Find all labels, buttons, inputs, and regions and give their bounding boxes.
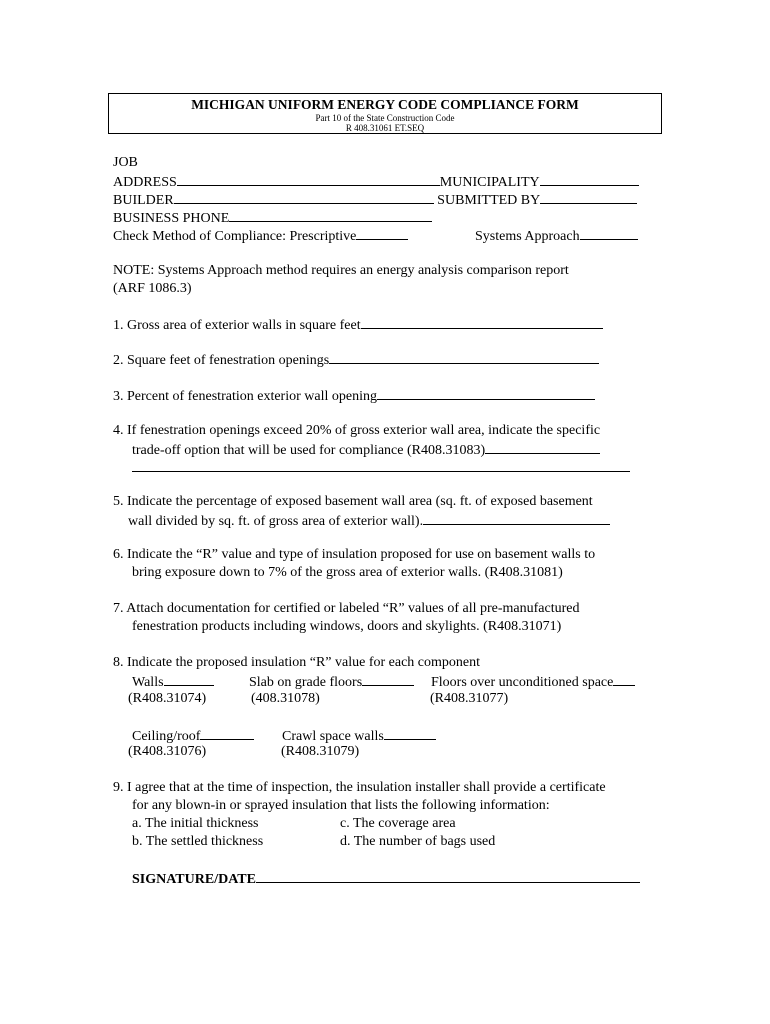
- item-2: [113, 350, 599, 370]
- floors-r-value-field[interactable]: [613, 672, 635, 686]
- floors-reference: (R408.31077): [430, 691, 509, 706]
- address-row: [113, 172, 639, 192]
- item-5-line-2: [128, 511, 610, 531]
- submitted-by-field[interactable]: [540, 190, 637, 204]
- crawl-space-label: Crawl space walls: [282, 729, 384, 744]
- form-subtitle-rule: R 408.31061 ET.SEQ: [345, 123, 425, 133]
- item-3-label: 3. Percent of fenestration exterior wall opening: [113, 389, 377, 404]
- item-2-label: 2. Square feet of fenestration openings: [113, 353, 330, 368]
- item-6-line-1: 6. Indicate the “R” value and type of insulation proposed for use on basement walls to: [113, 547, 596, 562]
- form-title: MICHIGAN UNIFORM ENERGY CODE COMPLIANCE FORM: [191, 97, 579, 112]
- crawl-space-reference: (R408.31079): [281, 744, 360, 759]
- slab-r-value-field[interactable]: [362, 672, 414, 686]
- gross-wall-area-field[interactable]: [361, 315, 603, 329]
- municipality-label: MUNICIPALITY: [439, 175, 540, 190]
- item-4-label: trade-off option that will be used for compliance (R408.31083): [132, 443, 486, 458]
- note-line-2: (ARF 1086.3): [113, 281, 192, 296]
- item-9-line-2: for any blown-in or sprayed insulation that lists the following information:: [132, 798, 550, 813]
- item-1-label: 1. Gross area of exterior walls in square feet: [113, 318, 361, 333]
- signature-date-field[interactable]: [256, 869, 640, 883]
- item-9-line-1: 9. I agree that at the time of inspection, the insulation installer shall provide a certificate: [113, 780, 606, 795]
- walls-group: [132, 672, 214, 692]
- signature-label: SIGNATURE/DATE: [132, 872, 256, 887]
- walls-r-value-field[interactable]: [164, 672, 214, 686]
- item-9-c: c. The coverage area: [340, 816, 456, 831]
- systems-approach-group: [475, 226, 638, 246]
- builder-field[interactable]: [174, 190, 434, 204]
- signature-row: [132, 869, 640, 889]
- item-5-line-1: 5. Indicate the percentage of exposed basement wall area (sq. ft. of exposed basement: [113, 494, 593, 509]
- address-field[interactable]: [177, 172, 440, 186]
- item-4-line-1: 4. If fenestration openings exceed 20% of gross exterior wall area, indicate the specific: [113, 423, 601, 438]
- item-3: [113, 386, 595, 406]
- builder-row: [113, 190, 637, 210]
- item-8-line-1: 8. Indicate the proposed insulation “R” value for each component: [113, 655, 480, 670]
- floors-group: [431, 672, 635, 692]
- item-6-line-2: bring exposure down to 7% of the gross area of exterior walls. (R408.31081): [132, 565, 563, 580]
- item-7-line-2: fenestration products including windows, doors and skylights. (R408.31071): [132, 619, 562, 634]
- item-9-d: d. The number of bags used: [340, 834, 496, 849]
- slab-label: Slab on grade floors: [249, 675, 363, 690]
- systems-approach-label: Systems Approach: [475, 229, 580, 244]
- form-header: [108, 93, 662, 134]
- note-line-1: NOTE: Systems Approach method requires an energy analysis comparison report: [113, 263, 569, 278]
- business-phone-field[interactable]: [229, 208, 432, 222]
- job-label: JOB: [113, 155, 138, 170]
- ceiling-r-value-field[interactable]: [200, 726, 254, 740]
- item-7-line-1: 7. Attach documentation for certified or labeled “R” values of all pre-manufactured: [113, 601, 580, 616]
- ceiling-label: Ceiling/roof: [132, 729, 201, 744]
- form-subtitle-part: Part 10 of the State Construction Code: [315, 113, 455, 123]
- item-9-a: a. The initial thickness: [132, 816, 259, 831]
- business-phone-label: BUSINESS PHONE: [113, 211, 230, 226]
- item-9-b: b. The settled thickness: [132, 834, 264, 849]
- fenestration-percent-field[interactable]: [377, 386, 595, 400]
- compliance-method-row: [113, 226, 408, 246]
- item-5-label: wall divided by sq. ft. of gross area of exterior wall).: [128, 514, 424, 529]
- ceiling-reference: (R408.31076): [128, 744, 207, 759]
- municipality-field[interactable]: [540, 172, 639, 186]
- builder-label: BUILDER: [113, 193, 174, 208]
- submitted-by-label: SUBMITTED BY: [437, 193, 541, 208]
- walls-label: Walls: [132, 675, 164, 690]
- prescriptive-field[interactable]: [356, 226, 408, 240]
- systems-approach-field[interactable]: [580, 226, 638, 240]
- slab-reference: (408.31078): [251, 691, 320, 706]
- fenestration-area-field[interactable]: [329, 350, 599, 364]
- item-1: [113, 315, 603, 335]
- prescriptive-label: Check Method of Compliance: Prescriptive: [113, 229, 357, 244]
- slab-group: [249, 672, 414, 692]
- trade-off-option-field-line-2[interactable]: [132, 457, 630, 472]
- basement-exposure-field[interactable]: [423, 511, 610, 525]
- business-phone-row: [113, 208, 432, 228]
- walls-reference: (R408.31074): [128, 691, 207, 706]
- crawl-space-r-value-field[interactable]: [384, 726, 436, 740]
- address-label: ADDRESS: [113, 175, 177, 190]
- trade-off-option-field[interactable]: [485, 440, 600, 454]
- floors-label: Floors over unconditioned space: [431, 675, 614, 690]
